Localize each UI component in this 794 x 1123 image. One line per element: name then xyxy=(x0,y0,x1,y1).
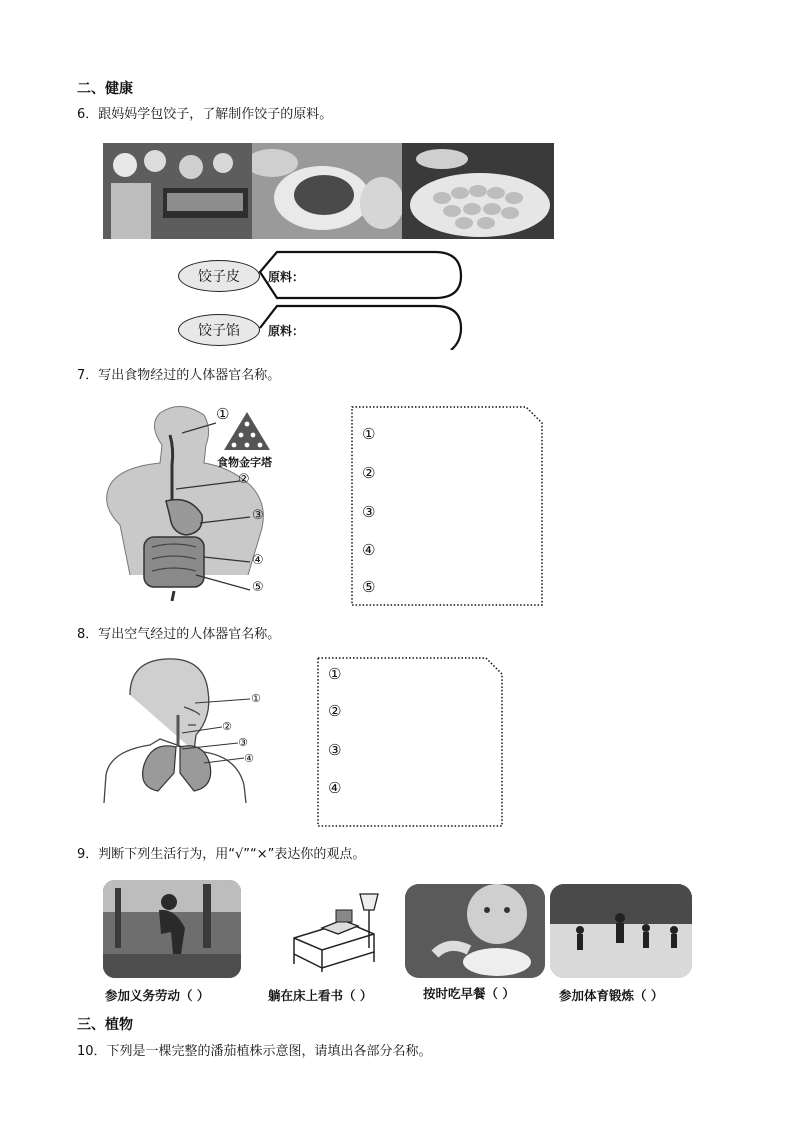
caption-volunteer-labor[interactable]: 参加义务劳动（ ） xyxy=(105,988,210,1003)
respiratory-marker-1: ① xyxy=(251,692,261,705)
caption-reading-in-bed[interactable]: 躺在床上看书（ ） xyxy=(268,988,373,1003)
photo-eating-breakfast xyxy=(405,884,545,978)
ingredient-field-filling[interactable]: 原料： xyxy=(268,324,305,338)
answer-marker-3[interactable]: ③ xyxy=(362,503,376,521)
respiratory-system-diagram xyxy=(100,655,280,805)
digestive-marker-3: ③ xyxy=(252,508,264,523)
digestive-marker-4: ④ xyxy=(252,553,264,568)
food-pyramid-label: 食物金字塔 xyxy=(217,456,272,469)
photo-physical-exercise xyxy=(550,884,692,978)
section-heading-plants: 三、植物 xyxy=(77,1017,133,1033)
answer-marker-2[interactable]: ② xyxy=(362,464,376,482)
question-10: 10．下列是一棵完整的潘茄植株示意图，请填出各部分名称。 xyxy=(77,1044,432,1059)
digestive-marker-2: ② xyxy=(238,472,250,487)
digestive-marker-1: ① xyxy=(216,405,230,423)
oval-dumpling-filling xyxy=(178,314,260,346)
ingredient-field-wrapper[interactable]: 原料： xyxy=(268,270,305,284)
caption-physical-exercise[interactable]: 参加体育锻炼（ ） xyxy=(559,988,664,1003)
answer-marker-4[interactable]: ④ xyxy=(328,779,342,797)
oval-label: 饺子皮 xyxy=(198,269,240,285)
answer-marker-1[interactable]: ① xyxy=(328,665,342,683)
caption-eating-breakfast[interactable]: 按时吃早餐（ ） xyxy=(423,986,515,1001)
digestive-marker-5: ⑤ xyxy=(252,580,264,595)
answer-marker-5[interactable]: ⑤ xyxy=(362,578,376,596)
question-8: 8．写出空气经过的人体器官名称。 xyxy=(77,627,281,642)
question-6: 6．跟妈妈学包饺子，了解制作饺子的原料。 xyxy=(77,107,333,122)
question-9: 9．判断下列生活行为，用“√”“×”表达你的观点。 xyxy=(77,847,366,862)
respiratory-marker-2: ② xyxy=(222,720,232,733)
answer-marker-2[interactable]: ② xyxy=(328,702,342,720)
photo-volunteer-labor xyxy=(103,880,241,978)
photo-plate-of-dumplings xyxy=(402,143,554,239)
answer-box-respiratory xyxy=(316,656,504,828)
section-heading-health: 二、健康 xyxy=(77,81,133,97)
respiratory-marker-4: ④ xyxy=(244,752,254,765)
answer-marker-1[interactable]: ① xyxy=(362,425,376,443)
food-pyramid-icon xyxy=(222,410,272,452)
photo-dumpling-filling xyxy=(252,143,402,239)
answer-box-digestive xyxy=(350,405,544,607)
illustration-reading-in-bed xyxy=(286,888,382,972)
photo-children-cooking xyxy=(103,143,252,239)
answer-marker-3[interactable]: ③ xyxy=(328,741,342,759)
respiratory-marker-3: ③ xyxy=(238,736,248,749)
oval-label: 饺子馅 xyxy=(198,323,240,339)
question-7: 7．写出食物经过的人体器官名称。 xyxy=(77,368,281,383)
answer-marker-4[interactable]: ④ xyxy=(362,541,376,559)
oval-dumpling-wrapper xyxy=(178,260,260,292)
